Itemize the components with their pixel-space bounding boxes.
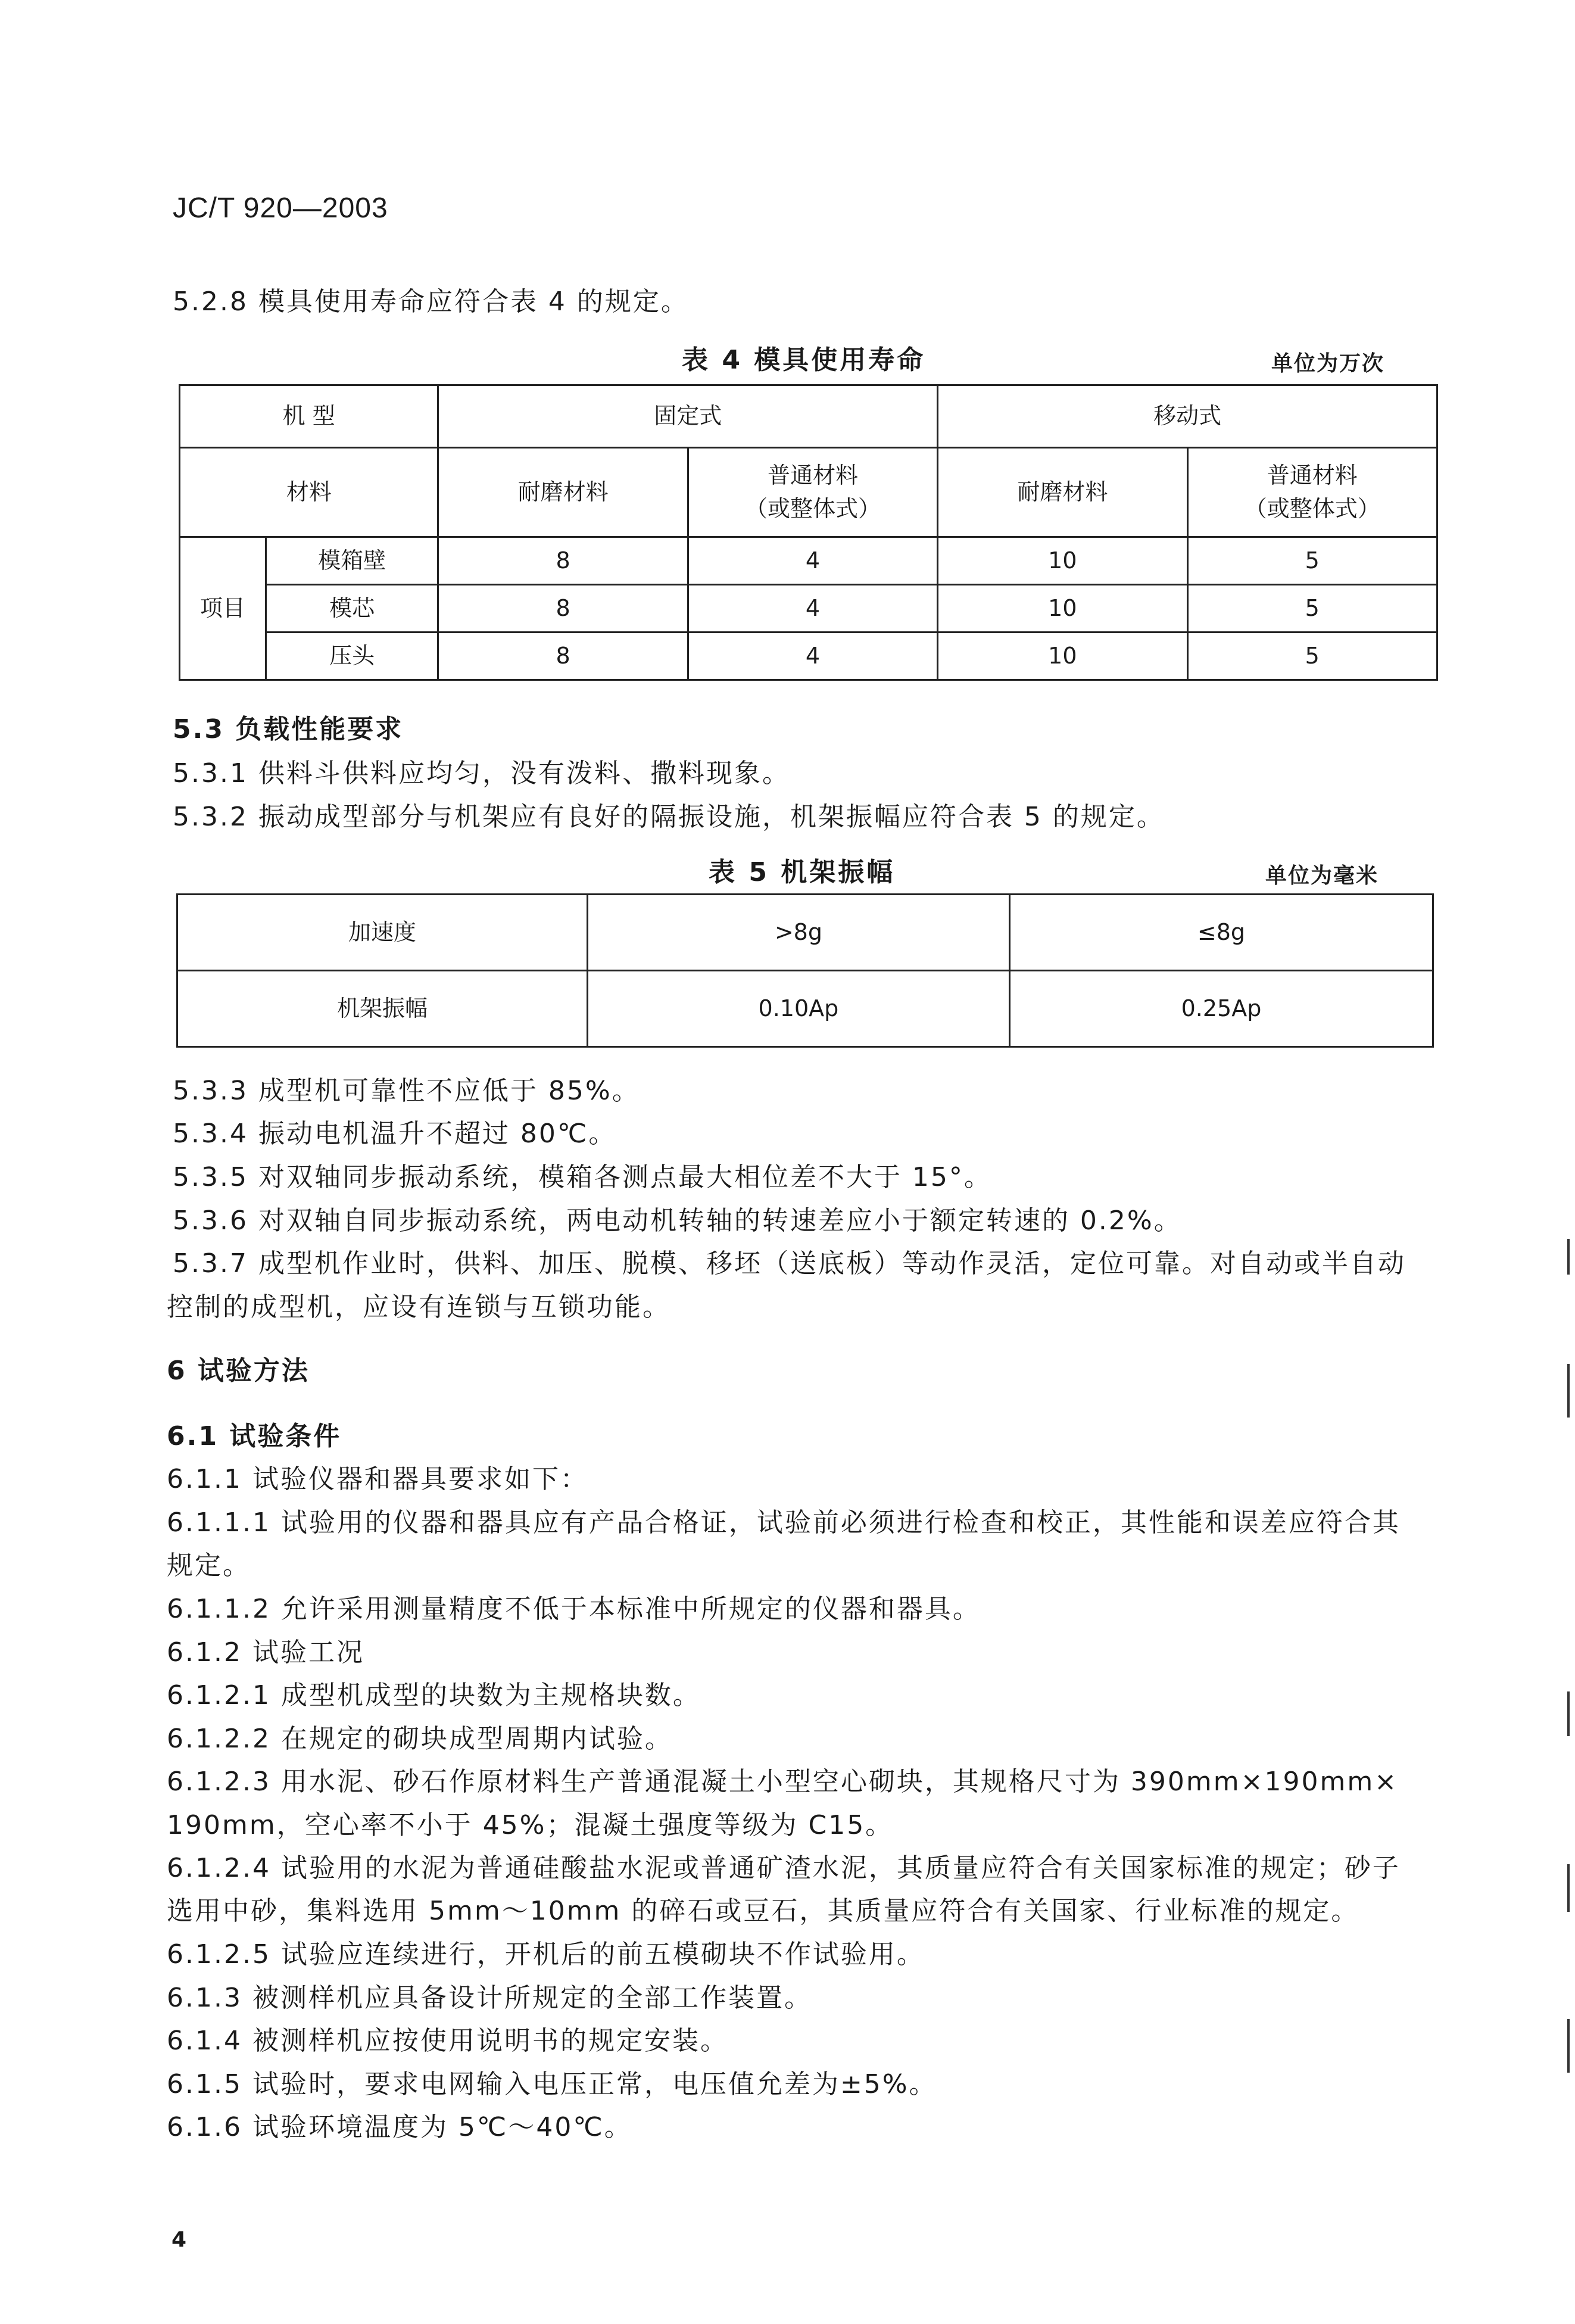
table-cell: 10	[938, 537, 1187, 585]
table-cell: 5	[1187, 537, 1437, 585]
table-cell: 4	[688, 633, 937, 680]
table-cell: 10	[938, 585, 1187, 633]
para-5-3-7-a: 5.3.7 成型机作业时，供料、加压、脱模、移坯（送底板）等动作灵活，定位可靠。对自动或半自动	[173, 1248, 1406, 1279]
para-6-1-2-3-b: 190mm，空心率不小于 45%；混凝土强度等级为 C15。	[167, 1810, 894, 1840]
para-6-1-1: 6.1.1 试验仪器和器具要求如下：	[167, 1464, 588, 1494]
scan-mark	[1567, 1864, 1570, 1912]
scan-mark	[1567, 1239, 1570, 1275]
table-cell: 4	[688, 585, 937, 633]
para-5-3-2: 5.3.2 振动成型部分与机架应有良好的隔振设施，机架振幅应符合表 5 的规定。	[173, 802, 1165, 832]
para-6-1-6: 6.1.6 试验环境温度为 5℃～40℃。	[167, 2112, 632, 2142]
table5-unit: 单位为毫米	[1265, 864, 1379, 888]
para-6-1-1-2: 6.1.1.2 允许采用测量精度不低于本标准中所规定的仪器和器具。	[167, 1594, 981, 1624]
table5	[176, 893, 1434, 1048]
scan-mark	[1567, 1364, 1570, 1418]
table4-mobile-common: 普通材料 （或整体式）	[1187, 448, 1437, 537]
scan-mark	[1567, 1691, 1570, 1736]
table5-caption: 表 5 机架振幅	[709, 857, 896, 887]
scan-mark	[1567, 2019, 1570, 2073]
para-6-1-1-1-a: 6.1.1.1 试验用的仪器和器具应有产品合格证，试验前必须进行检查和校正，其性能和误差应符合其	[167, 1507, 1401, 1538]
table-cell: 8	[438, 537, 688, 585]
table-row	[180, 585, 1437, 633]
table4-header-mobile: 移动式	[938, 385, 1437, 448]
table4-caption: 表 4 模具使用寿命	[682, 345, 926, 375]
para-6-1-2-3-a: 6.1.2.3 用水泥、砂石作原材料生产普通混凝土小型空心砌块，其规格尺寸为 390mm×190mm×	[167, 1767, 1399, 1797]
para-6-1-2-1: 6.1.2.1 成型机成型的块数为主规格块数。	[167, 1680, 701, 1711]
table-cell: ≤8g	[1009, 895, 1433, 971]
para-6-1-2-4-b: 选用中砂，集料选用 5mm～10mm 的碎石或豆石，其质量应符合有关国家、行业标准的规定。	[167, 1896, 1359, 1926]
table-row	[177, 971, 1433, 1047]
table-cell: 模箱壁	[266, 537, 438, 585]
page-number: 4	[171, 2228, 187, 2252]
table-cell: 10	[938, 633, 1187, 680]
para-6-1-2-4-a: 6.1.2.4 试验用的水泥为普通硅酸盐水泥或普通矿渣水泥，其质量应符合有关国家标准的规定；砂子	[167, 1853, 1401, 1883]
para-6-1-2: 6.1.2 试验工况	[167, 1637, 364, 1668]
para-5-3-1: 5.3.1 供料斗供料应均匀，没有泼料、撒料现象。	[173, 758, 790, 789]
table4-fixed-common: 普通材料 （或整体式）	[688, 448, 937, 537]
table-cell: 0.25Ap	[1009, 971, 1433, 1047]
section-6: 6 试验方法	[167, 1356, 310, 1386]
para-5-3-5: 5.3.5 对双轴同步振动系统，模箱各测点最大相位差不大于 15°。	[173, 1162, 992, 1192]
section-6-1: 6.1 试验条件	[167, 1421, 342, 1451]
para-5-3-3: 5.3.3 成型机可靠性不应低于 85%。	[173, 1076, 640, 1106]
para-5-3-4: 5.3.4 振动电机温升不超过 80℃。	[173, 1119, 617, 1149]
table4-header-material: 材料	[180, 448, 438, 537]
para-6-1-2-2: 6.1.2.2 在规定的砌块成型周期内试验。	[167, 1724, 673, 1754]
para-6-1-5: 6.1.5 试验时，要求电网输入电压正常，电压值允差为±5%。	[167, 2069, 937, 2099]
para-5-3-6: 5.3.6 对双轴自同步振动系统，两电动机转轴的转速差应小于额定转速的 0.2%。	[173, 1205, 1182, 1236]
table-cell: 8	[438, 633, 688, 680]
table-row	[180, 537, 1437, 585]
table-cell: 加速度	[177, 895, 588, 971]
table4-header-fixed: 固定式	[438, 385, 938, 448]
para-5-3-7-b: 控制的成型机，应设有连锁与互锁功能。	[167, 1292, 670, 1322]
table4	[179, 384, 1438, 681]
section-5-3: 5.3 负载性能要求	[173, 714, 404, 744]
table-cell: 0.10Ap	[587, 971, 1009, 1047]
document-header: JC/T 920—2003	[173, 192, 388, 224]
table4-mobile-wear: 耐磨材料	[938, 448, 1187, 537]
para-6-1-2-5: 6.1.2.5 试验应连续进行，开机后的前五模砌块不作试验用。	[167, 1939, 925, 1970]
table-cell: 8	[438, 585, 688, 633]
table4-fixed-wear: 耐磨材料	[438, 448, 688, 537]
para-6-1-3: 6.1.3 被测样机应具备设计所规定的全部工作装置。	[167, 1983, 812, 2013]
table-cell: 4	[688, 537, 937, 585]
table4-unit: 单位为万次	[1271, 351, 1385, 376]
table-row	[177, 895, 1433, 971]
table-cell: 5	[1187, 633, 1437, 680]
table-cell: 5	[1187, 585, 1437, 633]
table-cell: 机架振幅	[177, 971, 588, 1047]
para-6-1-4: 6.1.4 被测样机应按使用说明书的规定安装。	[167, 2026, 728, 2056]
para-5-2-8: 5.2.8 模具使用寿命应符合表 4 的规定。	[173, 286, 689, 317]
table4-item: 项目	[180, 537, 266, 680]
table4-header-model: 机 型	[180, 385, 438, 448]
table-cell: 模芯	[266, 585, 438, 633]
table-row	[180, 633, 1437, 680]
table-cell: >8g	[587, 895, 1009, 971]
para-6-1-1-1-b: 规定。	[167, 1550, 251, 1581]
table-cell: 压头	[266, 633, 438, 680]
